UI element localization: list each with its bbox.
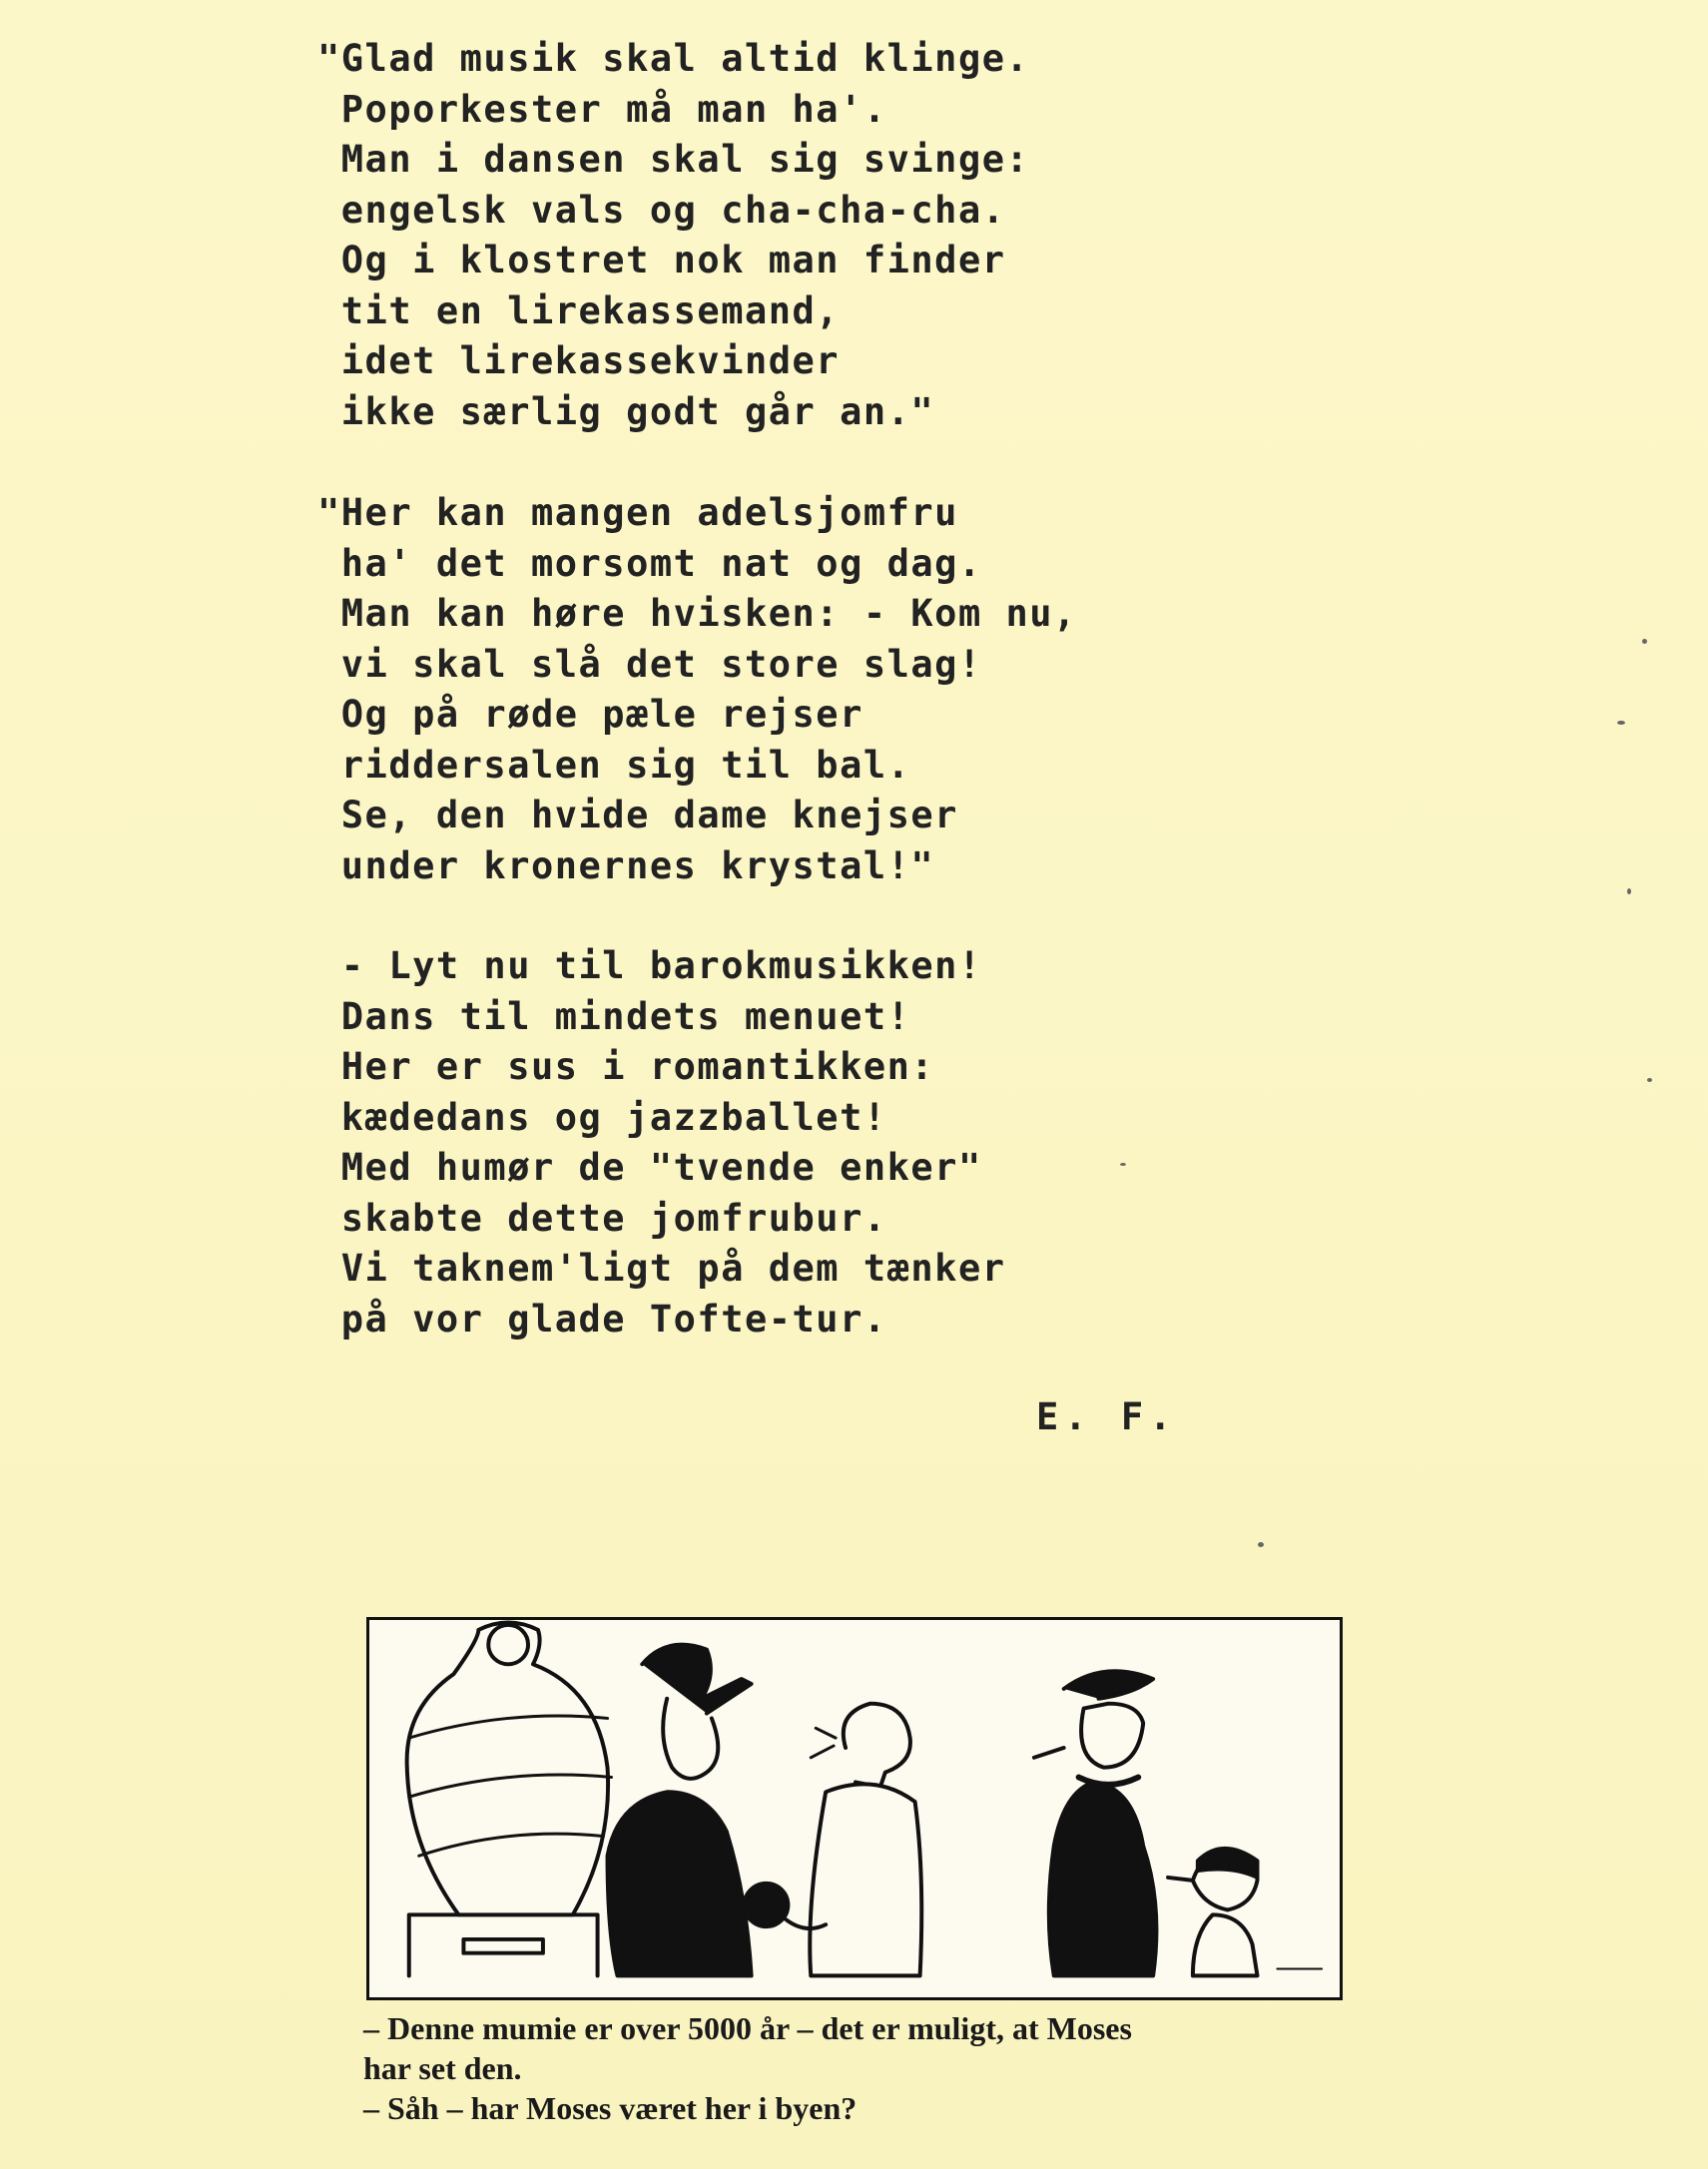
cartoon-drawing xyxy=(369,1620,1340,1997)
poem-line: tit en lirekassemand, xyxy=(317,288,841,332)
caption-line: – Såh – har Moses været her i byen? xyxy=(363,2090,857,2126)
poem-line: Se, den hvide dame knejser xyxy=(317,794,958,836)
poem-line: kædedans og jazzballet! xyxy=(317,1095,887,1139)
stanza-2 xyxy=(317,488,1077,891)
poem-line: Man kan høre hvisken: - Kom nu, xyxy=(317,592,1077,635)
caption-line: – Denne mumie er over 5000 år – det er muligt, at Moses xyxy=(363,2010,1132,2046)
poem-line: Med humør de "tvende enker" xyxy=(317,1146,982,1189)
poem-line: "Her kan mangen adelsjomfru xyxy=(317,491,958,534)
poem-line: "Glad musik skal altid klinge. xyxy=(317,37,1030,80)
stanza-3 xyxy=(317,941,1006,1345)
poem-line: idet lirekassekvinder xyxy=(317,339,841,382)
scan-speck xyxy=(1120,1163,1126,1166)
poem-line: Dans til mindets menuet! xyxy=(317,994,911,1038)
scan-speck xyxy=(1258,1542,1264,1547)
scan-speck xyxy=(1617,721,1625,725)
stanza-1 xyxy=(317,34,1029,437)
scan-speck xyxy=(1642,639,1647,644)
cartoon-caption xyxy=(363,2008,1362,2128)
poem-line: Man i dansen skal sig svinge: xyxy=(317,138,1030,181)
poem-line: Her er sus i romantikken: xyxy=(317,1045,935,1088)
scan-speck xyxy=(1627,888,1631,894)
poem-line: Poporkester må man ha'. xyxy=(317,87,887,131)
poem-line: skabte dette jomfrubur. xyxy=(317,1196,887,1240)
poem-line: - Lyt nu til barokmusikken! xyxy=(317,944,982,987)
poem-line: vi skal slå det store slag! xyxy=(317,642,982,686)
poem-line: Og i klostret nok man finder xyxy=(317,239,1006,281)
poem-line: ha' det morsomt nat og dag. xyxy=(317,541,982,585)
signature: E. F. xyxy=(1036,1395,1178,1438)
poem-line: ikke særlig godt går an." xyxy=(317,389,935,433)
poem-line: Og på røde pæle rejser xyxy=(317,693,863,736)
poem-line: under kronernes krystal!" xyxy=(317,843,935,887)
poem-line: engelsk vals og cha-cha-cha. xyxy=(317,188,1006,232)
caption-line: har set den. xyxy=(363,2050,522,2086)
cartoon-illustration xyxy=(366,1617,1343,2000)
poem-line: på vor glade Tofte-tur. xyxy=(317,1297,887,1341)
poem-line: Vi taknem'ligt på dem tænker xyxy=(317,1247,1006,1290)
poem-line: riddersalen sig til bal. xyxy=(317,743,911,787)
scan-speck xyxy=(1647,1078,1652,1082)
